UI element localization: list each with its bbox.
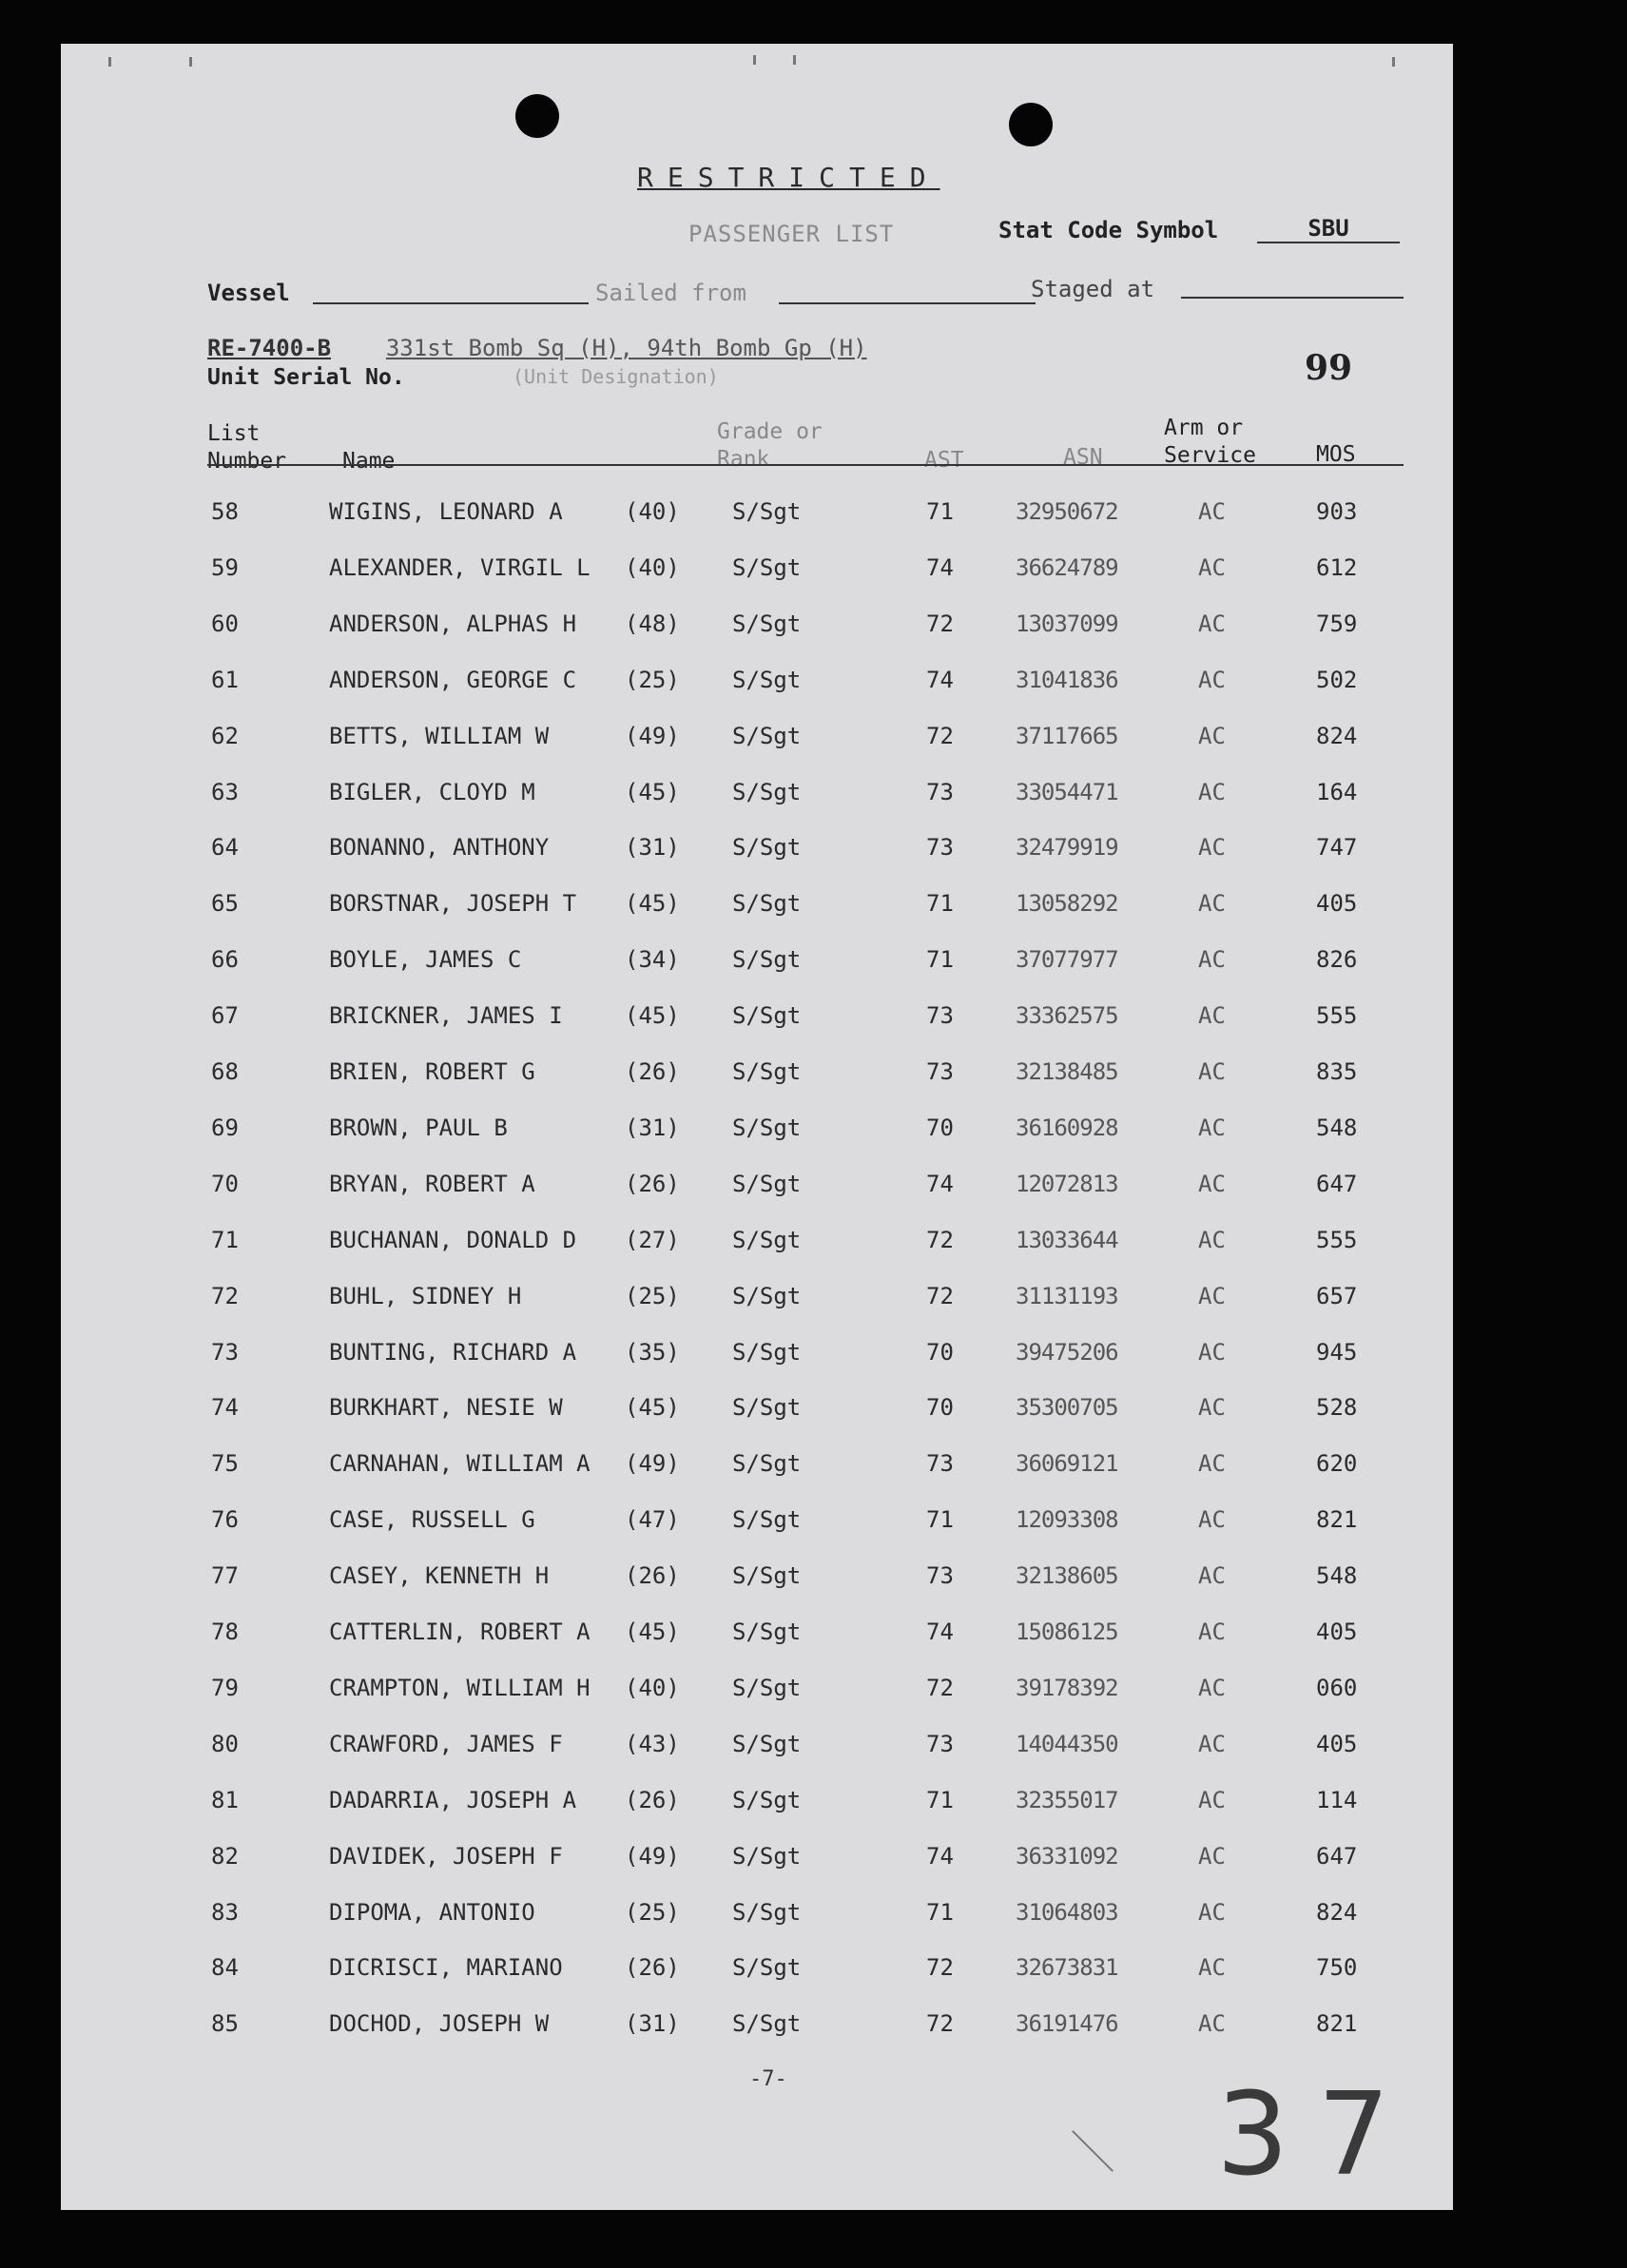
cell-grade: S/Sgt (732, 1339, 802, 1366)
col-list-number-line1: List (207, 421, 261, 446)
cell-name: ANDERSON, GEORGE C (329, 667, 577, 693)
cell-mos: 114 (1316, 1787, 1358, 1813)
cell-asn: 36331092 (1016, 1843, 1118, 1870)
table-row (61, 1787, 1453, 1823)
cell-num: 82 (211, 1843, 239, 1870)
cell-age: (31) (625, 1115, 680, 1141)
cell-asn: 13058292 (1016, 890, 1118, 917)
cell-grade: S/Sgt (732, 946, 802, 973)
table-row (61, 554, 1453, 591)
cell-asn: 31041836 (1016, 667, 1118, 693)
page-number: 99 (1305, 348, 1353, 388)
cell-age: (45) (625, 1619, 680, 1645)
cell-num: 68 (211, 1058, 239, 1085)
cell-grade: S/Sgt (732, 498, 802, 525)
cell-name: DOCHOD, JOSEPH W (329, 2010, 550, 2037)
cell-arm: AC (1198, 779, 1226, 805)
cell-mos: 555 (1316, 1227, 1358, 1253)
cell-ast: 72 (926, 1675, 954, 1701)
cell-num: 78 (211, 1619, 239, 1645)
cell-mos: 555 (1316, 1002, 1358, 1029)
cell-mos: 405 (1316, 1619, 1358, 1645)
col-arm-line2: Service (1164, 443, 1256, 468)
cell-age: (48) (625, 611, 680, 637)
cell-ast: 71 (926, 1506, 954, 1533)
cell-mos: 824 (1316, 723, 1358, 749)
cell-age: (35) (625, 1339, 680, 1366)
cell-mos: 821 (1316, 1506, 1358, 1533)
cell-grade: S/Sgt (732, 890, 802, 917)
cell-grade: S/Sgt (732, 723, 802, 749)
cell-grade: S/Sgt (732, 1002, 802, 1029)
cell-ast: 74 (926, 554, 954, 581)
cell-mos: 548 (1316, 1115, 1358, 1141)
cell-num: 73 (211, 1339, 239, 1366)
cell-asn: 33362575 (1016, 1002, 1118, 1029)
table-row (61, 1899, 1453, 1935)
cell-mos: 903 (1316, 498, 1358, 525)
cell-ast: 72 (926, 2010, 954, 2037)
edge-mark (753, 55, 756, 65)
cell-arm: AC (1198, 1619, 1226, 1645)
cell-grade: S/Sgt (732, 834, 802, 861)
cell-name: BUCHANAN, DONALD D (329, 1227, 577, 1253)
cell-age: (49) (625, 1450, 680, 1477)
cell-mos: 826 (1316, 946, 1358, 973)
cell-ast: 71 (926, 946, 954, 973)
serial-number: RE-7400-B (207, 335, 332, 361)
cell-grade: S/Sgt (732, 1115, 802, 1141)
cell-mos: 405 (1316, 890, 1358, 917)
table-row (61, 779, 1453, 815)
cell-arm: AC (1198, 946, 1226, 973)
cell-mos: 821 (1316, 2010, 1358, 2037)
cell-arm: AC (1198, 1394, 1226, 1421)
cell-grade: S/Sgt (732, 1843, 802, 1870)
handwritten-number: 37 (1216, 2069, 1419, 2201)
serial-line (207, 335, 867, 361)
cell-ast: 73 (926, 1450, 954, 1477)
cell-grade: S/Sgt (732, 1394, 802, 1421)
cell-arm: AC (1198, 1506, 1226, 1533)
cell-mos: 060 (1316, 1675, 1358, 1701)
cell-asn: 36160928 (1016, 1115, 1118, 1141)
table-row (61, 1115, 1453, 1151)
cell-name: DICRISCI, MARIANO (329, 1954, 563, 1981)
cell-num: 59 (211, 554, 239, 581)
punch-hole (1009, 103, 1053, 146)
cell-name: DAVIDEK, JOSEPH F (329, 1843, 563, 1870)
cell-num: 61 (211, 667, 239, 693)
cell-age: (47) (625, 1506, 680, 1533)
cell-mos: 835 (1316, 1058, 1358, 1085)
cell-name: BOYLE, JAMES C (329, 946, 522, 973)
cell-mos: 548 (1316, 1562, 1358, 1589)
cell-arm: AC (1198, 1562, 1226, 1589)
cell-ast: 71 (926, 1787, 954, 1813)
cell-arm: AC (1198, 1171, 1226, 1197)
cell-asn: 36191476 (1016, 2010, 1118, 2037)
cell-grade: S/Sgt (732, 2010, 802, 2037)
cell-name: BROWN, PAUL B (329, 1115, 508, 1141)
cell-num: 60 (211, 611, 239, 637)
cell-grade: S/Sgt (732, 1787, 802, 1813)
vessel-blank (313, 302, 589, 304)
table-row (61, 667, 1453, 703)
table-row (61, 890, 1453, 926)
cell-asn: 31131193 (1016, 1283, 1118, 1309)
cell-name: BUHL, SIDNEY H (329, 1283, 522, 1309)
vessel-label: Vessel (207, 280, 290, 306)
cell-ast: 72 (926, 1283, 954, 1309)
cell-age: (26) (625, 1171, 680, 1197)
cell-mos: 647 (1316, 1843, 1358, 1870)
cell-ast: 73 (926, 1731, 954, 1757)
table-row (61, 1619, 1453, 1655)
cell-age: (45) (625, 1394, 680, 1421)
cell-arm: AC (1198, 1675, 1226, 1701)
cell-mos: 164 (1316, 779, 1358, 805)
cell-ast: 73 (926, 1002, 954, 1029)
cell-ast: 70 (926, 1115, 954, 1141)
cell-ast: 71 (926, 1899, 954, 1926)
cell-arm: AC (1198, 611, 1226, 637)
cell-grade: S/Sgt (732, 1954, 802, 1981)
punch-hole (515, 94, 559, 138)
unit-serial-label: Unit Serial No. (207, 365, 405, 390)
cell-mos: 405 (1316, 1731, 1358, 1757)
cell-mos: 750 (1316, 1954, 1358, 1981)
col-grade-line1: Grade or (717, 419, 823, 444)
cell-asn: 37077977 (1016, 946, 1118, 973)
cell-ast: 73 (926, 779, 954, 805)
cell-grade: S/Sgt (732, 611, 802, 637)
cell-ast: 72 (926, 611, 954, 637)
cell-mos: 759 (1316, 611, 1358, 637)
cell-mos: 620 (1316, 1450, 1358, 1477)
table-row (61, 1002, 1453, 1038)
cell-name: CRAWFORD, JAMES F (329, 1731, 563, 1757)
cell-name: BRYAN, ROBERT A (329, 1171, 535, 1197)
cell-asn: 31064803 (1016, 1899, 1118, 1926)
col-asn: ASN (1063, 445, 1103, 470)
edge-mark (108, 57, 111, 67)
cell-ast: 71 (926, 498, 954, 525)
table-row (61, 1339, 1453, 1375)
table-row (61, 1731, 1453, 1767)
cell-arm: AC (1198, 554, 1226, 581)
cell-grade: S/Sgt (732, 1899, 802, 1926)
cell-arm: AC (1198, 1843, 1226, 1870)
cell-age: (26) (625, 1058, 680, 1085)
cell-mos: 824 (1316, 1899, 1358, 1926)
table-row (61, 1058, 1453, 1095)
cell-num: 58 (211, 498, 239, 525)
cell-name: ALEXANDER, VIRGIL L (329, 554, 591, 581)
cell-age: (26) (625, 1562, 680, 1589)
cell-age: (25) (625, 667, 680, 693)
cell-age: (45) (625, 1002, 680, 1029)
cell-arm: AC (1198, 1058, 1226, 1085)
cell-ast: 72 (926, 723, 954, 749)
cell-mos: 528 (1316, 1394, 1358, 1421)
cell-age: (45) (625, 890, 680, 917)
cell-asn: 39178392 (1016, 1675, 1118, 1701)
cell-asn: 32138605 (1016, 1562, 1118, 1589)
unit-designation: 331st Bomb Sq (H), 94th Bomb Gp (H) (385, 335, 867, 361)
cell-num: 72 (211, 1283, 239, 1309)
cell-mos: 657 (1316, 1283, 1358, 1309)
cell-age: (27) (625, 1227, 680, 1253)
cell-num: 67 (211, 1002, 239, 1029)
cell-ast: 71 (926, 890, 954, 917)
cell-arm: AC (1198, 834, 1226, 861)
cell-grade: S/Sgt (732, 1450, 802, 1477)
cell-arm: AC (1198, 1899, 1226, 1926)
cell-asn: 32673831 (1016, 1954, 1118, 1981)
cell-ast: 70 (926, 1394, 954, 1421)
cell-mos: 612 (1316, 554, 1358, 581)
cell-num: 66 (211, 946, 239, 973)
cell-age: (45) (625, 779, 680, 805)
cell-name: CASEY, KENNETH H (329, 1562, 550, 1589)
table-row (61, 1954, 1453, 1990)
cell-grade: S/Sgt (732, 1283, 802, 1309)
table-row (61, 1843, 1453, 1879)
cell-name: BETTS, WILLIAM W (329, 723, 550, 749)
cell-age: (40) (625, 554, 680, 581)
cell-asn: 32138485 (1016, 1058, 1118, 1085)
table-row (61, 2010, 1453, 2046)
sailed-from-blank (779, 302, 1036, 304)
cell-asn: 32355017 (1016, 1787, 1118, 1813)
cell-name: ANDERSON, ALPHAS H (329, 611, 577, 637)
cell-arm: AC (1198, 1787, 1226, 1813)
cell-arm: AC (1198, 1954, 1226, 1981)
cell-name: WIGINS, LEONARD A (329, 498, 563, 525)
cell-grade: S/Sgt (732, 1171, 802, 1197)
cell-num: 70 (211, 1171, 239, 1197)
cell-age: (31) (625, 834, 680, 861)
cell-ast: 74 (926, 1843, 954, 1870)
cell-ast: 74 (926, 1171, 954, 1197)
cell-name: BRICKNER, JAMES I (329, 1002, 563, 1029)
table-row (61, 723, 1453, 759)
cell-grade: S/Sgt (732, 1619, 802, 1645)
table-row (61, 1675, 1453, 1711)
cell-name: BONANNO, ANTHONY (329, 834, 550, 861)
cell-arm: AC (1198, 498, 1226, 525)
cell-age: (49) (625, 723, 680, 749)
cell-age: (26) (625, 1954, 680, 1981)
cell-ast: 73 (926, 1058, 954, 1085)
cell-name: DIPOMA, ANTONIO (329, 1899, 535, 1926)
cell-name: DADARRIA, JOSEPH A (329, 1787, 577, 1813)
restricted-heading: RESTRICTED (637, 162, 940, 193)
cell-asn: 12093308 (1016, 1506, 1118, 1533)
cell-num: 84 (211, 1954, 239, 1981)
cell-num: 85 (211, 2010, 239, 2037)
cell-ast: 70 (926, 1339, 954, 1366)
cell-name: CATTERLIN, ROBERT A (329, 1619, 591, 1645)
stat-code-label: Stat Code Symbol (998, 217, 1219, 243)
cell-mos: 502 (1316, 667, 1358, 693)
edge-mark (1392, 57, 1395, 67)
cell-age: (34) (625, 946, 680, 973)
cell-asn: 33054471 (1016, 779, 1118, 805)
passenger-list-title: PASSENGER LIST (688, 221, 895, 247)
cell-num: 77 (211, 1562, 239, 1589)
table-row (61, 1562, 1453, 1599)
cell-num: 62 (211, 723, 239, 749)
header-rule (207, 464, 1404, 466)
cell-age: (49) (625, 1843, 680, 1870)
cell-num: 83 (211, 1899, 239, 1926)
cell-asn: 32479919 (1016, 834, 1118, 861)
cell-asn: 15086125 (1016, 1619, 1118, 1645)
table-row (61, 1394, 1453, 1430)
table-row (61, 1171, 1453, 1207)
cell-num: 63 (211, 779, 239, 805)
cell-asn: 39475206 (1016, 1339, 1118, 1366)
cell-age: (26) (625, 1787, 680, 1813)
cell-name: BURKHART, NESIE W (329, 1394, 563, 1421)
staged-at-label: Staged at (1031, 276, 1155, 302)
cell-ast: 72 (926, 1954, 954, 1981)
col-grade-line2: Rank (717, 447, 770, 472)
table-row (61, 834, 1453, 870)
cell-arm: AC (1198, 2010, 1226, 2037)
cell-asn: 37117665 (1016, 723, 1118, 749)
edge-mark (793, 55, 796, 65)
cell-mos: 945 (1316, 1339, 1358, 1366)
cell-ast: 74 (926, 667, 954, 693)
table-row (61, 1227, 1453, 1263)
cell-name: BUNTING, RICHARD A (329, 1339, 577, 1366)
col-list-number-line2: Number (207, 449, 287, 474)
cell-age: (40) (625, 1675, 680, 1701)
cell-ast: 74 (926, 1619, 954, 1645)
table-row (61, 611, 1453, 647)
cell-grade: S/Sgt (732, 554, 802, 581)
cell-grade: S/Sgt (732, 1058, 802, 1085)
cell-arm: AC (1198, 890, 1226, 917)
cell-name: BORSTNAR, JOSEPH T (329, 890, 577, 917)
cell-asn: 32950672 (1016, 498, 1118, 525)
cell-arm: AC (1198, 1115, 1226, 1141)
cell-arm: AC (1198, 723, 1226, 749)
col-list-number (207, 420, 286, 475)
cell-asn: 13037099 (1016, 611, 1118, 637)
cell-grade: S/Sgt (732, 1227, 802, 1253)
cell-name: CARNAHAN, WILLIAM A (329, 1450, 591, 1477)
col-mos: MOS (1316, 442, 1356, 467)
cell-grade: S/Sgt (732, 667, 802, 693)
edge-mark (189, 57, 192, 67)
unit-designation-label: (Unit Designation) (513, 365, 719, 388)
cell-arm: AC (1198, 1731, 1226, 1757)
cell-name: BRIEN, ROBERT G (329, 1058, 535, 1085)
cell-grade: S/Sgt (732, 1675, 802, 1701)
cell-num: 76 (211, 1506, 239, 1533)
cell-arm: AC (1198, 1227, 1226, 1253)
cell-name: CRAMPTON, WILLIAM H (329, 1675, 591, 1701)
col-ast: AST (924, 448, 964, 473)
cell-ast: 72 (926, 1227, 954, 1253)
cell-grade: S/Sgt (732, 779, 802, 805)
cell-num: 81 (211, 1787, 239, 1813)
cell-grade: S/Sgt (732, 1731, 802, 1757)
cell-name: CASE, RUSSELL G (329, 1506, 535, 1533)
col-name: Name (342, 449, 396, 474)
cell-num: 75 (211, 1450, 239, 1477)
cell-asn: 36069121 (1016, 1450, 1118, 1477)
cell-asn: 14044350 (1016, 1731, 1118, 1757)
cell-name: BIGLER, CLOYD M (329, 779, 535, 805)
table-row (61, 1506, 1453, 1542)
col-arm-service (1164, 415, 1256, 470)
cell-arm: AC (1198, 1283, 1226, 1309)
cell-num: 74 (211, 1394, 239, 1421)
page-mark: -7- (749, 2067, 787, 2091)
cell-arm: AC (1198, 1450, 1226, 1477)
cell-ast: 73 (926, 834, 954, 861)
cell-age: (25) (625, 1283, 680, 1309)
table-row (61, 498, 1453, 534)
cell-num: 64 (211, 834, 239, 861)
cell-arm: AC (1198, 667, 1226, 693)
cell-arm: AC (1198, 1002, 1226, 1029)
cell-ast: 73 (926, 1562, 954, 1589)
cell-num: 69 (211, 1115, 239, 1141)
cell-asn: 13033644 (1016, 1227, 1118, 1253)
table-row (61, 946, 1453, 982)
col-arm-line1: Arm or (1164, 416, 1244, 440)
cell-num: 79 (211, 1675, 239, 1701)
cell-mos: 647 (1316, 1171, 1358, 1197)
cell-num: 80 (211, 1731, 239, 1757)
cell-age: (31) (625, 2010, 680, 2037)
stat-code-value: SBU (1257, 215, 1400, 243)
document-page (61, 44, 1453, 2210)
cell-asn: 12072813 (1016, 1171, 1118, 1197)
cell-arm: AC (1198, 1339, 1226, 1366)
cell-age: (40) (625, 498, 680, 525)
pencil-stroke (1072, 2130, 1114, 2172)
table-row (61, 1283, 1453, 1319)
cell-mos: 747 (1316, 834, 1358, 861)
staged-at-blank (1181, 297, 1404, 299)
table-row (61, 1450, 1453, 1486)
cell-asn: 36624789 (1016, 554, 1118, 581)
sailed-from-label: Sailed from (595, 280, 746, 306)
cell-asn: 35300705 (1016, 1394, 1118, 1421)
cell-grade: S/Sgt (732, 1562, 802, 1589)
cell-num: 71 (211, 1227, 239, 1253)
cell-age: (43) (625, 1731, 680, 1757)
cell-grade: S/Sgt (732, 1506, 802, 1533)
cell-age: (25) (625, 1899, 680, 1926)
cell-num: 65 (211, 890, 239, 917)
